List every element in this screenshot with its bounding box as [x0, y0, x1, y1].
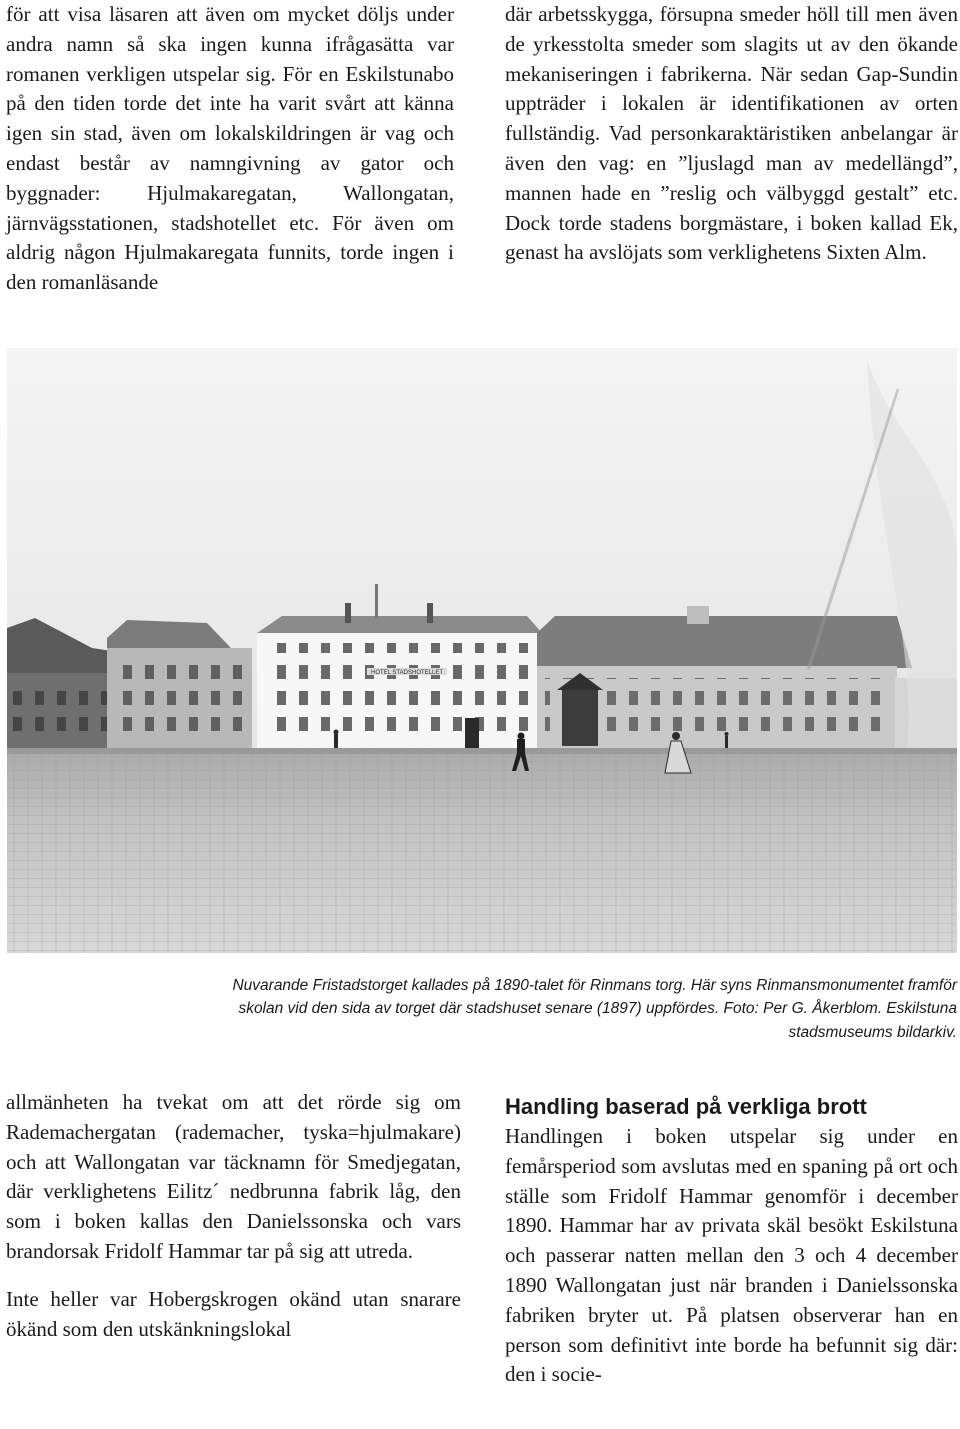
photo-caption: Nuvarande Fristadstorget kallades på 1890-talet för Rinmans torg. Här syns Rinmansmonumentet framför skolan vid den sida av torget där stadshuset senare (1897) uppfördes. Foto: Per G. Åkerblom. Eskilstuna stadsmuseums bildarkiv. [232, 977, 957, 1041]
top-left-column [6, 0, 454, 298]
bottom-right-column [505, 1093, 958, 1390]
school-roof [257, 616, 542, 633]
historical-photo [7, 348, 957, 953]
right-roof [537, 616, 912, 668]
building-sign: HOTEL STADSHOTELLET [370, 670, 444, 676]
body-paragraph: för att visa läsaren att även om mycket döljs under andra namn så ska ingen kunna ifrågasätta var romanen verkligen utspelar sig. För en Eskilstunabo på den tiden torde det inte ha varit svårt att känna igen sin stad, även om lokalskildringen är vag och endast består av namngivning av gator och byggnader: Hjulmakaregatan, Wallongatan, järnvägsstationen, stadshotellet etc. För även om aldrig någon Hjulmakaregata funnits, torde ingen i den romanläsande [6, 2, 454, 295]
section-heading: Handling baserad på verkliga brott [505, 1094, 867, 1119]
body-paragraph: där arbetsskygga, försupna smeder höll till men även de yrkesstolta smeder som slagits ut av den ökande mekaniseringen i fabrikerna. När sedan Gap-Sundin uppträder i lokalen är identifikationen av orten fullständig. Vad personkaraktäristiken anbelangar är även den vag: en ”ljuslagd man av medellängd”, mannen hade en ”reslig och välbyggd gestalt” etc. Dock torde stadens borgmästare, i boken kallad Ek, genast ha avslöjats som verklighetens Sixten Alm. [505, 2, 958, 265]
top-right-column [505, 0, 958, 268]
body-paragraph: Inte heller var Hobergskrogen okänd utan snarare ökänd som den utskänkningslokal [6, 1286, 461, 1341]
rinman-monument [562, 688, 598, 746]
body-paragraph: Handlingen i boken utspelar sig under en femårsperiod som avslutas med en spaning på ort och ställe som Fridolf Hammar genomför i december 1890. Hammar har av privata skäl besökt Eskilstuna och passerar natten mellan den 3 och 4 december 1890 Wallongatan just när branden i Danielssonska fabriken bryter ut. På platsen observerar han en person som definitivt inte borde ha befunnit sig där: den i socie- [505, 1124, 958, 1387]
body-paragraph: allmänheten ha tvekat om att det rörde sig om Rademachergatan (rademacher, tyska=hjulmakare) och att Wallongatan var täcknamn för Smedjegatan, där verklighetens Eilitz´ nedbrunna fabrik låg, den som i boken kallas den Danielssonska och vars brandorsak Fridolf Hammar tar på sig att utreda. [6, 1090, 461, 1263]
bottom-left-column [6, 1088, 461, 1344]
